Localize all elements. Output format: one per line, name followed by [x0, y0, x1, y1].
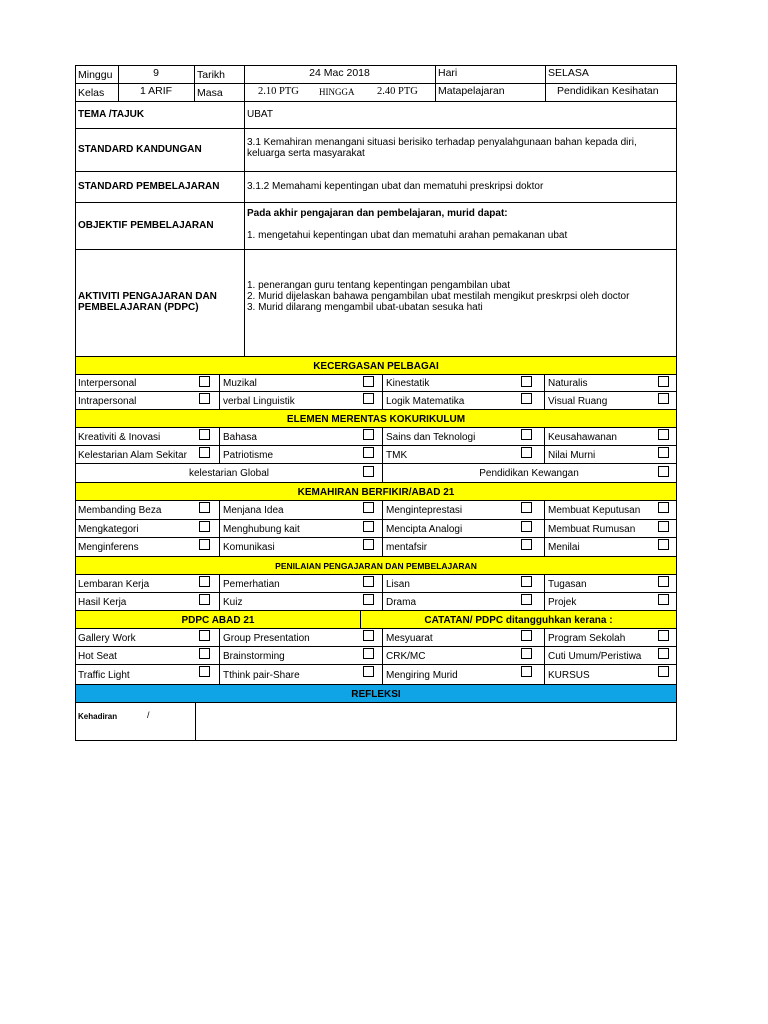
kemahiran-item-label: mentafsir — [386, 542, 428, 553]
pdpc-item-label: Brainstorming — [223, 651, 285, 662]
elemen-checkbox[interactable] — [658, 466, 669, 477]
elemen-item-label: kelestarian Global — [188, 468, 270, 479]
pdpc-item-label: CRK/MC — [386, 651, 426, 662]
tarikh-label: Tarikh — [197, 69, 226, 81]
pdpc-item-label: Traffic Light — [78, 670, 130, 681]
objektif-item: 1. mengetahui kepentingan ubat dan mematuhi arahan pemakanan ubat — [247, 230, 568, 241]
sp-value: 3.1.2 Memahami kepentingan ubat dan mematuhi preskripsi doktor — [247, 181, 544, 192]
subjek-value: Pendidikan Kesihatan — [557, 85, 659, 97]
kemahiran-item-label: Membuat Keputusan — [548, 505, 641, 516]
penilaian-checkbox[interactable] — [521, 594, 532, 605]
penilaian-checkbox[interactable] — [658, 594, 669, 605]
sp-label: STANDARD PEMBELAJARAN — [78, 181, 220, 192]
aktiviti-item: 2. Murid dijelaskan bahawa pengambilan ubat mestilah mengikut preskrpsi oleh doctor — [247, 291, 630, 302]
kemahiran-checkbox[interactable] — [521, 502, 532, 513]
pdpc-checkbox[interactable] — [363, 666, 374, 677]
kemahiran-item-label: Mencipta Analogi — [386, 524, 463, 535]
masa-hingga: HINGGA — [319, 87, 355, 97]
minggu-value: 9 — [153, 67, 159, 79]
aktiviti-label-1: AKTIVITI PENGAJARAN DAN — [78, 291, 217, 302]
tarikh-value: 24 Mac 2018 — [309, 67, 370, 79]
masa-end: 2.40 PTG — [377, 86, 418, 97]
penilaian-item-label: Hasil Kerja — [78, 597, 127, 608]
elemen-item-label: Bahasa — [223, 432, 257, 443]
kelas-label: Kelas — [78, 87, 105, 99]
pdpc-item-label: Cuti Umum/Peristiwa — [548, 651, 642, 662]
sk-label: STANDARD KANDUNGAN — [78, 144, 202, 155]
elemen-checkbox[interactable] — [521, 447, 532, 458]
kemahiran-checkbox[interactable] — [658, 502, 669, 513]
objektif-label: OBJEKTIF PEMBELAJARAN — [78, 220, 214, 231]
kecergasan-checkbox[interactable] — [363, 376, 374, 387]
pdpc-checkbox[interactable] — [199, 666, 210, 677]
elemen-item-label: Pendidikan Kewangan — [479, 468, 579, 479]
kemahiran-checkbox[interactable] — [199, 539, 210, 550]
objektif-intro: Pada akhir pengajaran dan pembelajaran, murid dapat: — [247, 208, 508, 219]
elemen-checkbox[interactable] — [199, 429, 210, 440]
kemahiran-item-label: Menghubung kait — [223, 524, 300, 535]
masa-start: 2.10 PTG — [258, 86, 299, 97]
penilaian-checkbox[interactable] — [363, 576, 374, 587]
kecergasan-item-label: Kinestatik — [386, 378, 430, 389]
pdpc-item-label: Group Presentation — [223, 633, 310, 644]
pdpc-item-label: Tthink pair-Share — [223, 670, 300, 681]
kecergasan-checkbox[interactable] — [199, 376, 210, 387]
penilaian-item-label: Lisan — [386, 579, 410, 590]
kemahiran-item-label: Menilai — [548, 542, 580, 553]
catatan-header: CATATAN/ PDPC ditangguhkan kerana : — [361, 611, 676, 629]
pdpc-checkbox[interactable] — [521, 648, 532, 659]
kecergasan-item-label: Intrapersonal — [78, 396, 137, 407]
penilaian-checkbox[interactable] — [658, 576, 669, 587]
kemahiran-checkbox[interactable] — [199, 502, 210, 513]
penilaian-checkbox[interactable] — [199, 594, 210, 605]
pdpc-item-label: Hot Seat — [78, 651, 117, 662]
penilaian-item-label: Tugasan — [548, 579, 587, 590]
kemahiran-item-label: Menginferens — [78, 542, 139, 553]
pdpc-item-label: Program Sekolah — [548, 633, 626, 644]
kehadiran-separator: / — [147, 710, 150, 720]
penilaian-item-label: Drama — [386, 597, 417, 608]
refleksi-textarea[interactable] — [196, 703, 676, 740]
kecergasan-item-label: Muzikal — [223, 378, 257, 389]
pdpc-checkbox[interactable] — [199, 630, 210, 641]
penilaian-item-label: Projek — [548, 597, 577, 608]
hari-value: SELASA — [548, 67, 589, 79]
penilaian-checkbox[interactable] — [521, 576, 532, 587]
pdpc-item-label: Mesyuarat — [386, 633, 433, 644]
aktiviti-label-2: PEMBELAJARAN (PDPC) — [78, 302, 199, 313]
aktiviti-item: 1. penerangan guru tentang kepentingan pengambilan ubat — [247, 280, 510, 291]
elemen-checkbox[interactable] — [658, 429, 669, 440]
elemen-item-label: Keusahawanan — [548, 432, 617, 443]
pdpc-item-label: Gallery Work — [78, 633, 136, 644]
pdpc-checkbox[interactable] — [658, 630, 669, 641]
elemen-header: ELEMEN MERENTAS KOKURIKULUM — [76, 410, 676, 428]
kemahiran-item-label: Mengkategori — [78, 524, 139, 535]
elemen-item-label: Sains dan Teknologi — [386, 432, 476, 443]
elemen-item-label: Kelestarian Alam Sekitar — [78, 450, 187, 461]
kemahiran-checkbox[interactable] — [658, 539, 669, 550]
pdpc-header: PDPC ABAD 21 — [76, 611, 360, 629]
elemen-checkbox[interactable] — [363, 466, 374, 477]
kemahiran-checkbox[interactable] — [658, 521, 669, 532]
kecergasan-checkbox[interactable] — [521, 376, 532, 387]
penilaian-item-label: Lembaran Kerja — [78, 579, 150, 590]
kemahiran-item-label: Menginteprestasi — [386, 505, 463, 516]
kecergasan-item-label: Naturalis — [548, 378, 588, 389]
kemahiran-checkbox[interactable] — [521, 539, 532, 550]
kemahiran-checkbox[interactable] — [363, 521, 374, 532]
penilaian-checkbox[interactable] — [363, 594, 374, 605]
kemahiran-item-label: Membuat Rumusan — [548, 524, 636, 535]
pdpc-checkbox[interactable] — [363, 630, 374, 641]
kecergasan-checkbox[interactable] — [363, 393, 374, 404]
kecergasan-checkbox[interactable] — [658, 376, 669, 387]
elemen-item-label: Patriotisme — [223, 450, 274, 461]
kecergasan-checkbox[interactable] — [199, 393, 210, 404]
kecergasan-item-label: Interpersonal — [78, 378, 137, 389]
elemen-checkbox[interactable] — [199, 447, 210, 458]
pdpc-checkbox[interactable] — [199, 648, 210, 659]
kecergasan-item-label: verbal Linguistik — [223, 396, 295, 407]
pdpc-item-label: KURSUS — [548, 670, 590, 681]
penilaian-item-label: Kuiz — [223, 597, 243, 608]
kemahiran-item-label: Membanding Beza — [78, 505, 162, 516]
kecergasan-checkbox[interactable] — [521, 393, 532, 404]
minggu-label: Minggu — [78, 69, 113, 81]
kemahiran-header: KEMAHIRAN BERFIKIR/ABAD 21 — [76, 483, 676, 501]
pdpc-item-label: Mengiring Murid — [386, 670, 458, 681]
kehadiran-label: Kehadiran — [78, 712, 118, 721]
refleksi-header: REFLEKSI — [76, 685, 676, 703]
sk-value: 3.1 Kemahiran menangani situasi berisiko terhadap penyalahgunaan bahan kepada diri, keluarga serta masyarakat — [247, 137, 637, 159]
elemen-item-label: TMK — [386, 450, 408, 461]
pdpc-checkbox[interactable] — [521, 666, 532, 677]
elemen-checkbox[interactable] — [521, 429, 532, 440]
kemahiran-item-label: Komunikasi — [223, 542, 275, 553]
elemen-item-label: Kreativiti & Inovasi — [78, 432, 161, 443]
elemen-checkbox[interactable] — [363, 447, 374, 458]
kemahiran-checkbox[interactable] — [199, 521, 210, 532]
penilaian-header: PENILAIAN PENGAJARAN DAN PEMBELAJARAN — [76, 557, 676, 575]
kecergasan-item-label: Visual Ruang — [548, 396, 608, 407]
kemahiran-item-label: Menjana Idea — [223, 505, 284, 516]
kelas-value: 1 ARIF — [139, 85, 173, 97]
aktiviti-item: 3. Murid dilarang mengambil ubat-ubatan sesuka hati — [247, 302, 483, 313]
pdpc-checkbox[interactable] — [658, 666, 669, 677]
elemen-item-label: Nilai Murni — [548, 450, 596, 461]
kecergasan-header: KECERGASAN PELBAGAI — [76, 357, 676, 375]
masa-label: Masa — [197, 87, 223, 99]
kemahiran-checkbox[interactable] — [363, 502, 374, 513]
pdpc-checkbox[interactable] — [363, 648, 374, 659]
tema-value: UBAT — [247, 109, 273, 120]
kemahiran-checkbox[interactable] — [521, 521, 532, 532]
elemen-checkbox[interactable] — [658, 447, 669, 458]
pdpc-checkbox[interactable] — [521, 630, 532, 641]
kemahiran-checkbox[interactable] — [363, 539, 374, 550]
subjek-label: Matapelajaran — [438, 85, 505, 97]
penilaian-checkbox[interactable] — [199, 576, 210, 587]
elemen-checkbox[interactable] — [363, 429, 374, 440]
tema-label: TEMA /TAJUK — [78, 109, 145, 120]
kecergasan-checkbox[interactable] — [658, 393, 669, 404]
pdpc-checkbox[interactable] — [658, 648, 669, 659]
kecergasan-item-label: Logik Matematika — [386, 396, 465, 407]
penilaian-item-label: Pemerhatian — [223, 579, 280, 590]
hari-label: Hari — [438, 67, 458, 79]
